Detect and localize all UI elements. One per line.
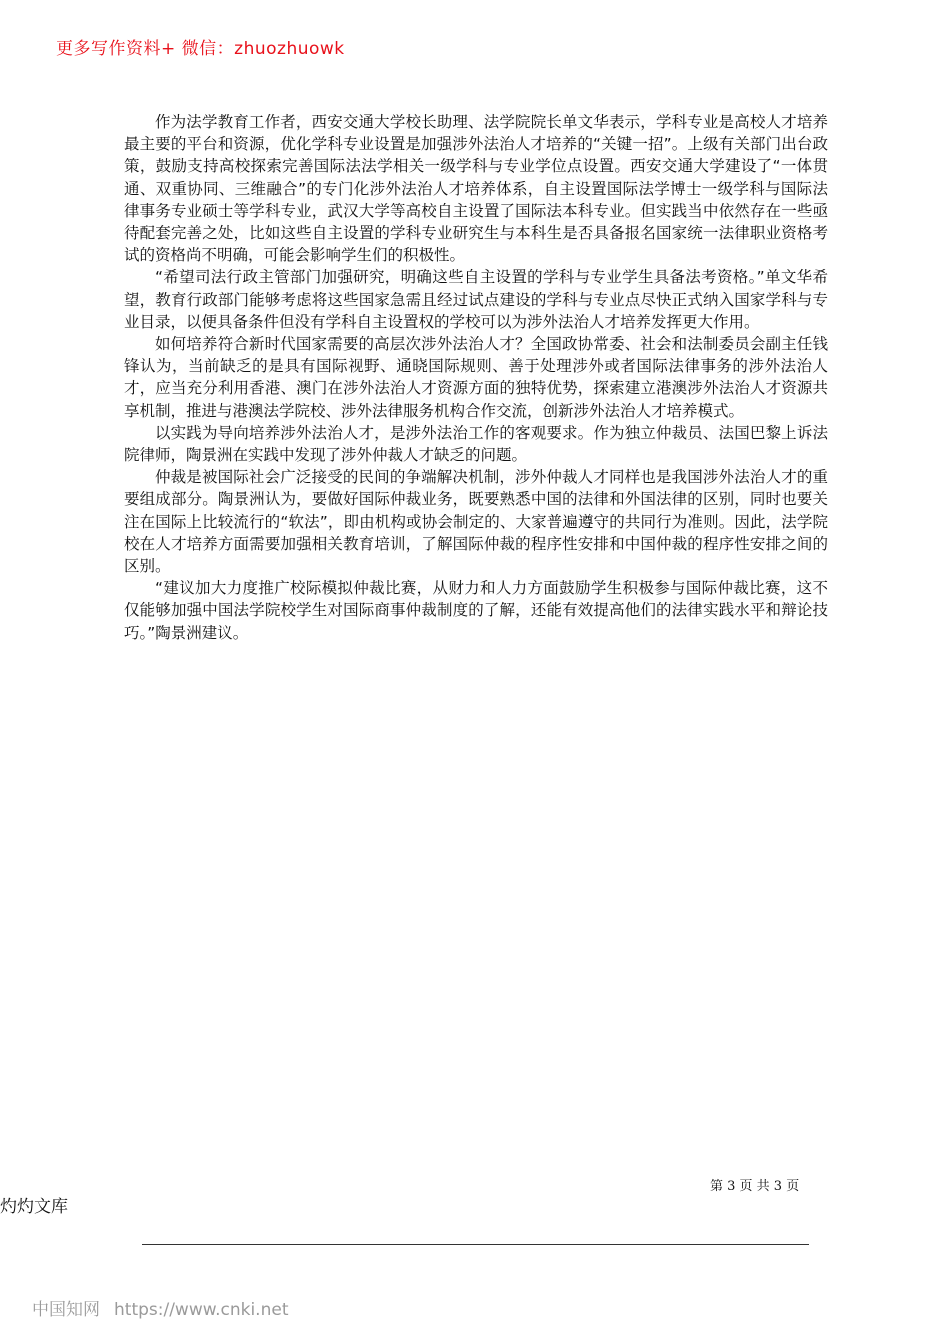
library-name: 灼灼文库: [0, 1197, 68, 1217]
paragraph: 仲裁是被国际社会广泛接受的民间的争端解决机制，涉外仲裁人才同样也是我国涉外法治人才的重要组成部分。陶景洲认为，要做好国际仲裁业务，既要熟悉中国的法律和外国法律的区别，同时也要关注在国际上比较流行的“软法”，即由机构或协会制定的、大家普遍遵守的共同行为准则。因此，法学院校在人才培养方面需要加强相关教育培训，了解国际仲裁的程序性安排和中国仲裁的程序性安排之间的区别。: [124, 468, 828, 576]
paragraph: 以实践为导向培养涉外法治人才，是涉外法治工作的客观要求。作为独立仲裁员、法国巴黎上诉法院律师，陶景洲在实践中发现了涉外仲裁人才缺乏的问题。: [124, 423, 828, 465]
paragraph: “建议加大力度推广校际模拟仲裁比赛，从财力和人力方面鼓励学生积极参与国际仲裁比赛，这不仅能够加强中国法学院校学生对国际商事仲裁制度的了解，还能有效提高他们的法律实践水平和辩论技巧。”陶景洲建议。: [124, 579, 828, 642]
paragraph: “希望司法行政主管部门加强研究，明确这些自主设置的学科与专业学生具备法考资格。”单文华希望，教育行政部门能够考虑将这些国家急需且经过试点建设的学科与专业点尽快正式纳入国家学科与专业目录，以便具备条件但没有学科自主设置权的学校可以为涉外法治人才培养发挥更大作用。: [124, 268, 828, 331]
paragraph: 如何培养符合新时代国家需要的高层次涉外法治人才？全国政协常委、社会和法制委员会副主任钱锋认为，当前缺乏的是具有国际视野、通晓国际规则、善于处理涉外或者国际法律事务的涉外法治人才，应当充分利用香港、澳门在涉外法治人才资源方面的独特优势，探索建立港澳涉外法治人才资源共享机制，推进与港澳法学院校、涉外法律服务机构合作交流，创新涉外法治人才培养模式。: [124, 335, 828, 420]
cnki-watermark: [32, 1295, 288, 1320]
promo-banner: 更多写作资料+ 微信：zhuozhuowk: [56, 39, 345, 59]
page-number: 第 3 页 共 3 页: [710, 1179, 800, 1194]
cnki-url: https://www.cnki.net: [114, 1300, 289, 1320]
paragraph: 作为法学教育工作者，西安交通大学校长助理、法学院院长单文华表示，学科专业是高校人才培养最主要的平台和资源，优化学科专业设置是加强涉外法治人才培养的“关键一招”。上级有关部门出台政策，鼓励支持高校探索完善国际法法学相关一级学科与专业学位点设置。西安交通大学建设了“一体贯通、双重协同、三维融合”的专门化涉外法治人才培养体系，自主设置国际法学博士一级学科与国际法律事务专业硕士等学科专业，武汉大学等高校自主设置了国际法本科专业。但实践当中依然存在一些亟待配套完善之处，比如这些自主设置的学科专业研究生与本科生是否具备报名国家统一法律职业资格考试的资格尚不明确，可能会影响学生们的积极性。: [124, 113, 828, 265]
article-body: [124, 111, 828, 644]
cnki-name: 中国知网: [32, 1300, 100, 1320]
footer-divider: [142, 1244, 809, 1245]
